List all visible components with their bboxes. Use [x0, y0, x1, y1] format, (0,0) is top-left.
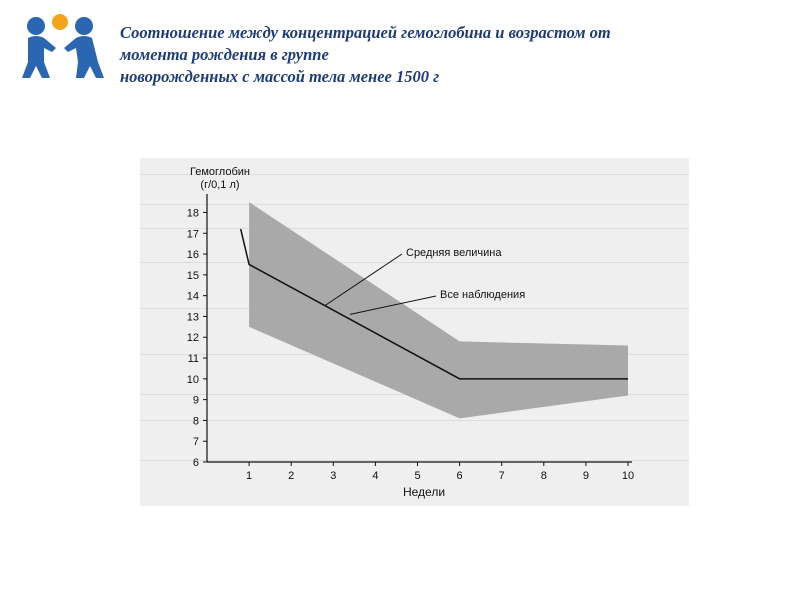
annotation-label-mean: Средняя величина: [406, 247, 502, 259]
y-axis-title-line-1: Гемоглобин: [190, 166, 250, 178]
y-tick-label: 17: [186, 228, 199, 241]
y-tick-label: 18: [186, 207, 199, 220]
y-tick-label: 9: [192, 394, 199, 407]
x-tick-label: 6: [456, 470, 463, 482]
slide-title: [120, 22, 780, 88]
annotation-label-band: Все наблюдения: [440, 289, 526, 301]
x-tick-label: 1: [246, 470, 253, 482]
y-tick-label: 15: [186, 269, 199, 282]
x-axis-title: Недели: [402, 485, 446, 499]
hemoglobin-chart: [140, 158, 689, 506]
y-tick-label: 6: [192, 457, 199, 469]
logo: [14, 8, 106, 84]
x-tick-label: 7: [498, 470, 505, 482]
y-axis-title-line-2: (г/0,1 л): [200, 179, 240, 191]
y-tick-label: 11: [187, 353, 199, 366]
y-tick-label: 8: [192, 415, 199, 428]
y-tick-label: 12: [186, 332, 199, 345]
x-tick-label: 9: [582, 470, 589, 482]
x-tick-label: 4: [372, 470, 379, 482]
logo-right-figure-icon: [64, 17, 104, 78]
logo-sun-icon: [52, 14, 68, 30]
slide-title-line-2: момента рождения в группе: [120, 45, 329, 64]
y-tick-label: 10: [186, 373, 199, 386]
slide-title-line-1: Соотношение между концентрацией гемоглобина и возрастом от: [120, 23, 611, 42]
x-tick-label: 2: [288, 470, 295, 482]
x-tick-label: 5: [414, 470, 421, 482]
logo-left-figure-icon: [22, 17, 56, 78]
y-tick-label: 13: [186, 311, 199, 324]
band-all-observations: [249, 202, 628, 418]
chart-figure: [140, 158, 689, 506]
x-tick-label: 3: [330, 470, 337, 482]
x-tick-label: 10: [621, 470, 635, 482]
slide-title-line-3: новорожденных с массой тела менее 1500 г: [120, 67, 440, 86]
x-tick-label: 8: [540, 470, 547, 482]
y-tick-label: 7: [192, 436, 199, 449]
y-tick-label: 14: [186, 290, 199, 303]
y-tick-label: 16: [186, 249, 199, 262]
